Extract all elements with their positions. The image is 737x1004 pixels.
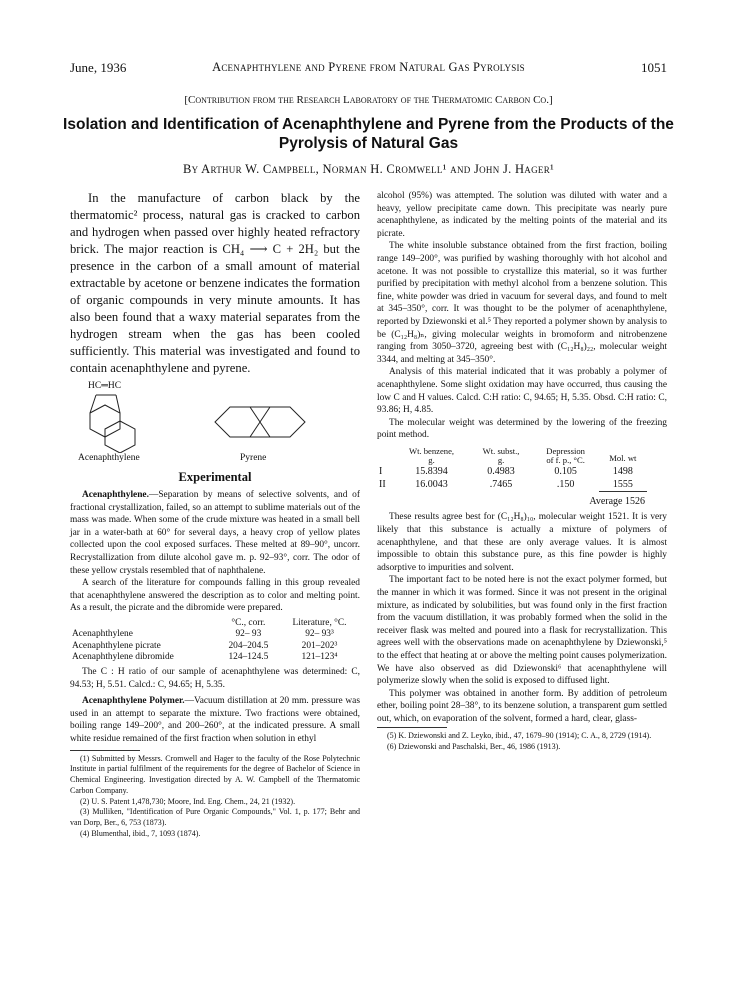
footnote-rule [377,727,447,728]
pyrene-structure [210,397,310,447]
col-header-subst: Wt. subst., [482,445,520,456]
melting-point-table [70,618,360,664]
paragraph-molweight: The molecular weight was determined by the lowering of the freezing point method. [377,417,667,441]
footnote-rule [70,750,140,751]
paragraph-important-fact: The important fact to be noted here is not the exact polymer formed, but the manner in which it was formed. Since it was not present in the original mixture, as indicated by solubilities, but was found only in the first fraction from the vacuum distillation, it was probably formed when the solid in the receiver flask was melted and poured into a flask for recrystallization. This agrees well with the observations made on acenaphthylene by Dziewonski,⁵ to the effect that heating at or above the melting point causes polymerization. We have also observed as did Dziewonski⁶ that acenaphthylene will polymerize slowly when the solid is exposed to diffused light. [377,575,667,687]
page-date: June, 1936 [70,60,127,75]
molecular-weight-table: Wt. benzene, g. Wt. subst., g. Depression of f. p., °C. Mol. wt I 15.8394 0.4983 0.105 1498 II 16.0043 .7465 .150 1555 Average 1526 [379,445,645,507]
run-in-polymer: Acenaphthylene Polymer. [82,696,185,707]
paragraph-ch-ratio: The C : H ratio of our sample of acenaphthylene was determined: C, 94.53; H, 5.51. Calcd.: C, 94.65; H, 5.35. [70,666,360,690]
run-in-acenaphthylene: Acenaphthylene. [82,490,149,500]
footnote: (4) Blumenthal, ibid., 7, 1093 (1874). [80,829,201,839]
author-line: By Arthur W. Campbell, Norman H. Cromwell¹ and John J. Hager¹ [182,162,555,176]
footnotes-left [70,754,360,840]
acenaphthylene-structure [86,391,156,453]
left-column [70,190,360,840]
paragraph-another-form: This polymer was obtained in another form. By addition of petroleum ether, boiling point 28–38°, to its benzene solution, a transparent gum settled out, which, on evaporation of the solvent, formed a hard, clear, glass- [377,688,667,724]
right-column [377,190,667,753]
struct-hc-label: HC═HC [88,381,122,391]
paragraph-polymer: —Vacuum distillation at 20 mm. pressure was used in an attempt to separate the mixture. Two fractions were obtained, boiling range 149–200°, and 200–260°, at the indicated pressure. A small white residue remained of the first fraction when solution in ethyl [70,696,360,744]
article-title: Isolation and Identification of Acenaphthylene and Pyrene from the Products of the Pyrolysis of Natural Gas [63,116,674,152]
table-row: Acenaphthylene dibromide 124–124.5 121–123⁴ [72,652,338,663]
footnotes-right [377,731,667,753]
structure-figure [70,381,360,465]
pyrene-caption: Pyrene [240,453,267,463]
paragraph-literature: A search of the literature for compounds falling in this group revealed that acenaphthylene answered the description as to color and melting point. As a result, the picrate and the dibromide were prepared. [70,578,360,614]
paragraph-results: These results agree best for (C₁₂H₈)₁₀, molecular weight 1521. It is very likely that this substance is actually a mixture of polymers of acenaphthylene, and that these are only average values. It is almost impossible to obtain this substance pure, as this fine powder is highly adsorptive to impurities and solvent. [377,512,667,573]
table-row: Acenaphthylene picrate 204–204.5 201–202³ [72,640,338,651]
intro-paragraph: In the manufacture of carbon black by the thermatomic² process, natural gas is cracked to carbon and hydrogen when passed over highly heated refractory brick. The major reaction is CH₄ ⟶ C + 2H₂ but the presence in the carbon of a small amount of material extractable by acetone or benzene indicates the formation of organic compounds in very minute amounts. It has also been found that a waxy material separates from the hydrogen stream when the gas has been cooled sufficiently. This material was investigated and found to contain acenaphthylene and pyrene. [70,191,360,375]
average-value: Average 1526 [589,495,645,507]
col-header-depression: Depression [546,445,585,456]
experimental-heading: Experimental [178,470,252,484]
footnote: (1) Submitted by Messrs. Cromwell and Hager to the faculty of the Rose Polytechnic Institute in partial fulfilment of the requirements for the degree of Bachelor of Science in Chemical Engineering. Investigation directed by A. W. Campbell of the Thermatomic Carbon Company. [70,753,360,795]
footnote: (6) Dziewonski and Paschalski, Ber., 46, 1986 (1913). [387,742,561,752]
col-header-benzene: Wt. benzene, [408,445,455,456]
table-row: II 16.0043 .7465 .150 1555 [377,478,647,492]
footnote: (2) U. S. Patent 1,478,730; Moore, Ind. Eng. Chem., 24, 21 (1932). [80,796,296,806]
table-row: I 15.8394 0.4983 0.105 1498 [379,465,633,477]
table-row: Acenaphthylene 92– 93 92– 93³ [72,629,334,640]
paragraph-alcohol: alcohol (95%) was attempted. The solution was diluted with water and a heavy, yellow precipitate came down. This precipitate was nearly pure acenaphthylene, as indicated by the melting points of the material and its picrate. [377,191,667,239]
col-header-corr: °C., corr. [231,617,266,628]
paragraph-insoluble: The white insoluble substance obtained from the first fraction, boiling range 149–200°, was purified by washing thoroughly with hot alcohol and acetone. It was not possible to crystallize this material, so it was further purified by precipitation with methyl alcohol from a benzene solution. This fine, white powder was dried in vacuum for several days, and found to melt at 345–350°, corr. It was thought to be the polymer of acenaphthylene, reported by Dziewonski et al.⁵ They reported a polymer shown by analysis to be (C₁₂H₈)ₙ, giving molecular weights in bromoform and nitrobenzene ranging from 3050–3720, agreeing best with (C₁₂H₈)₂₂, molecular weight 3344, and melting at 345–350°. [377,241,667,365]
paragraph-acenaphthylene: —Separation by means of selective solvents, and of fractional crystallization, failed, so an attempt to sublime materials out of the mass was made. When some of the crude mixture was heated in a small bell jar in a water-bath at 60° for several days, a heavy crop of yellow plates collected upon the cool exposed surfaces. These melted at 89–90°, uncorr. Recrystallization from dilute alcohol gave m. p. 92–93°, corr. The odor of these yellow crystals resembled that of naphthalene. [70,490,360,576]
paragraph-analysis: Analysis of this material indicated that it was probably a polymer of acenaphthylene. Some slight oxidation may have occurred, thus causing the low C and H values. Calcd. C:H ratio: C, 94.65; H, 5.35. Obsd. C:H ratio: C, 93.86; H, 4.85. [377,367,667,416]
col-header-molwt: Mol. wt [609,453,637,464]
col-header-lit: Literature, °C. [292,617,347,628]
acenaphthylene-caption: Acenaphthylene [78,453,140,463]
footnote: (3) Mulliken, "Identification of Pure Organic Compounds," Vol. 1, p. 177; Behr and van Dorp, Ber., 6, 753 (1873). [70,807,360,828]
page-number: 1051 [641,60,667,75]
running-title: Acenaphthylene and Pyrene from Natural Gas Pyrolysis [212,60,525,74]
footnote: (5) K. Dziewonski and Z. Leyko, ibid., 47, 1679–90 (1914); C. A., 8, 2729 (1914). [387,731,652,741]
contribution-line: [Contribution from the Research Laboratory of the Thermatomic Carbon Co.] [184,94,553,106]
